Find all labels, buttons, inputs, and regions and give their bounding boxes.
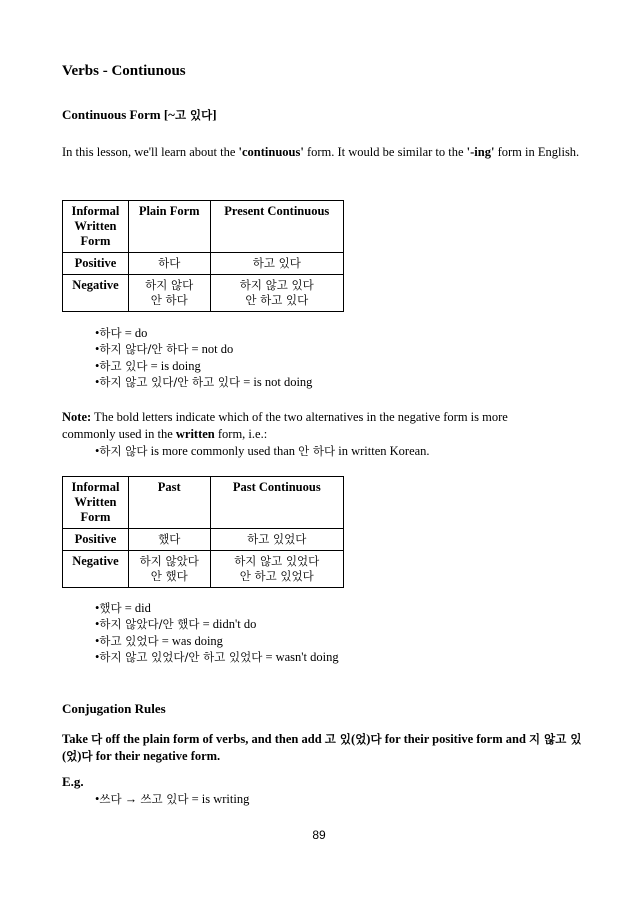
- example-korean: 쓰다: [99, 792, 122, 806]
- table-header: Present Continuous: [210, 201, 343, 253]
- rule-text: off the plain form of verbs, and then add: [102, 732, 325, 746]
- rule-korean: 고 있: [324, 732, 352, 746]
- list-item: [95, 600, 339, 616]
- row-label: Positive: [63, 253, 129, 275]
- rule-korean: 다: [81, 749, 93, 763]
- cell-line: 하지 않고 있다: [239, 278, 314, 292]
- item-korean: 하지 않다/안 하다: [99, 342, 189, 357]
- item-korean: 하지 않고 있다/안 하고 있다: [99, 374, 241, 389]
- note-korean: 안 하다: [298, 444, 336, 458]
- list-item: [95, 341, 312, 357]
- rule-korean: 었: [66, 749, 78, 763]
- example-korean: 쓰고 있다: [140, 792, 189, 806]
- note-korean: 하지 않다: [99, 444, 148, 458]
- note-example-line: [95, 443, 430, 460]
- item-english: = didn't do: [199, 617, 257, 632]
- table-cell: [128, 275, 210, 312]
- past-continuous-table: [62, 476, 344, 588]
- intro-text: form. It would be similar to the: [303, 145, 467, 159]
- table-header: Past: [128, 477, 210, 529]
- page-number: 89: [312, 828, 326, 842]
- table-header: Informal Written Form: [63, 201, 129, 253]
- list-item: [95, 325, 312, 341]
- table-cell: [210, 275, 343, 312]
- heading-korean: 고 있다: [174, 108, 213, 122]
- table-header: Plain Form: [128, 201, 210, 253]
- note-text: The bold letters indicate which of the two alternatives in the negative form is more commonly used in the: [62, 410, 508, 441]
- bullet-glyph: •: [95, 792, 100, 806]
- cell-line: 안 하다: [150, 293, 188, 307]
- item-english: = was doing: [158, 633, 223, 648]
- note-text: in written Korean.: [335, 444, 430, 458]
- bullet-list-present: [95, 325, 312, 390]
- intro-bold-continuous: 'continuous': [238, 145, 304, 159]
- rule-korean: 지 않고 있: [529, 732, 582, 746]
- cell-line: 안 하고 있었다: [239, 569, 314, 583]
- rule-text: for their positive form and: [381, 732, 530, 746]
- note-label: Note:: [62, 410, 92, 424]
- note-text: form, i.e.:: [214, 427, 268, 441]
- table-row: [63, 551, 344, 588]
- row-label: Positive: [63, 529, 129, 551]
- item-english: = is doing: [147, 358, 201, 373]
- cell-line: 안 했다: [150, 569, 188, 583]
- arrow-icon: →: [121, 792, 141, 806]
- item-english: = wasn't doing: [262, 649, 339, 664]
- intro-text: In this lesson, we'll learn about the: [62, 145, 239, 159]
- cell-line: 하지 않았다: [139, 554, 199, 568]
- example-label: E.g.: [62, 774, 84, 789]
- rule-korean: 다: [370, 732, 382, 746]
- example-line: [95, 791, 249, 808]
- table-cell: 했다: [128, 529, 210, 551]
- cell-line: 안 하고 있다: [245, 293, 309, 307]
- cell-line: 하지 않다: [145, 278, 194, 292]
- table-cell: 하고 있다: [210, 253, 343, 275]
- table-row: [63, 253, 344, 275]
- table-header-row: [63, 477, 344, 529]
- note-text: is more commonly used than: [147, 444, 299, 458]
- intro-bold-ing: '-ing': [466, 145, 495, 159]
- item-korean: 했다: [99, 601, 122, 615]
- table-row: [63, 529, 344, 551]
- item-korean: 하고 있었다: [99, 633, 159, 648]
- rule-text: Take: [62, 732, 92, 746]
- list-item: [95, 358, 312, 374]
- bullet-glyph: •: [95, 444, 100, 458]
- row-label: Negative: [63, 551, 129, 588]
- intro-paragraph: [62, 144, 582, 161]
- table-cell: 하다: [128, 253, 210, 275]
- bullet-list-past: [95, 600, 339, 665]
- list-item: [95, 633, 339, 649]
- rule-text: ): [366, 732, 371, 746]
- item-korean: 하고 있다: [99, 358, 148, 373]
- item-korean: 하지 않았다/안 했다: [99, 617, 200, 632]
- list-item: [95, 374, 312, 390]
- item-english: = did: [121, 601, 151, 615]
- note-paragraph: [62, 409, 542, 443]
- table-row: [63, 275, 344, 312]
- rule-text: (: [351, 732, 356, 746]
- example-english: = is writing: [188, 792, 250, 806]
- table-header: Past Continuous: [210, 477, 344, 529]
- item-english: = do: [121, 326, 148, 340]
- table-header-row: [63, 201, 344, 253]
- conjugation-rule: [62, 731, 582, 765]
- item-english: = not do: [188, 342, 234, 357]
- section-heading-conjugation: Conjugation Rules: [62, 701, 166, 716]
- item-korean: 하지 않고 있었다/안 하고 있었다: [99, 649, 263, 664]
- item-korean: 하다: [99, 326, 122, 340]
- section-heading-continuous-form: [62, 107, 217, 123]
- cell-line: 하지 않고 있었다: [234, 554, 320, 568]
- rule-text: (: [62, 749, 67, 763]
- rule-korean: 었: [355, 732, 367, 746]
- heading-text: Continuous Form [~: [62, 107, 175, 122]
- item-english: = is not doing: [240, 374, 313, 389]
- table-cell: [210, 551, 344, 588]
- table-cell: 하고 있었다: [210, 529, 344, 551]
- list-item: [95, 616, 339, 632]
- note-bold-written: written: [175, 427, 215, 441]
- intro-text: form in English.: [494, 145, 580, 159]
- table-header: Informal Written Form: [63, 477, 129, 529]
- rule-text: for their negative form.: [92, 749, 221, 763]
- page-title: Verbs - Contiunous: [62, 63, 186, 79]
- table-cell: [128, 551, 210, 588]
- list-item: [95, 649, 339, 665]
- row-label: Negative: [63, 275, 129, 312]
- rule-text: ): [77, 749, 82, 763]
- present-continuous-table: [62, 200, 344, 312]
- rule-korean: 다: [91, 732, 103, 746]
- heading-text-end: ]: [212, 107, 217, 122]
